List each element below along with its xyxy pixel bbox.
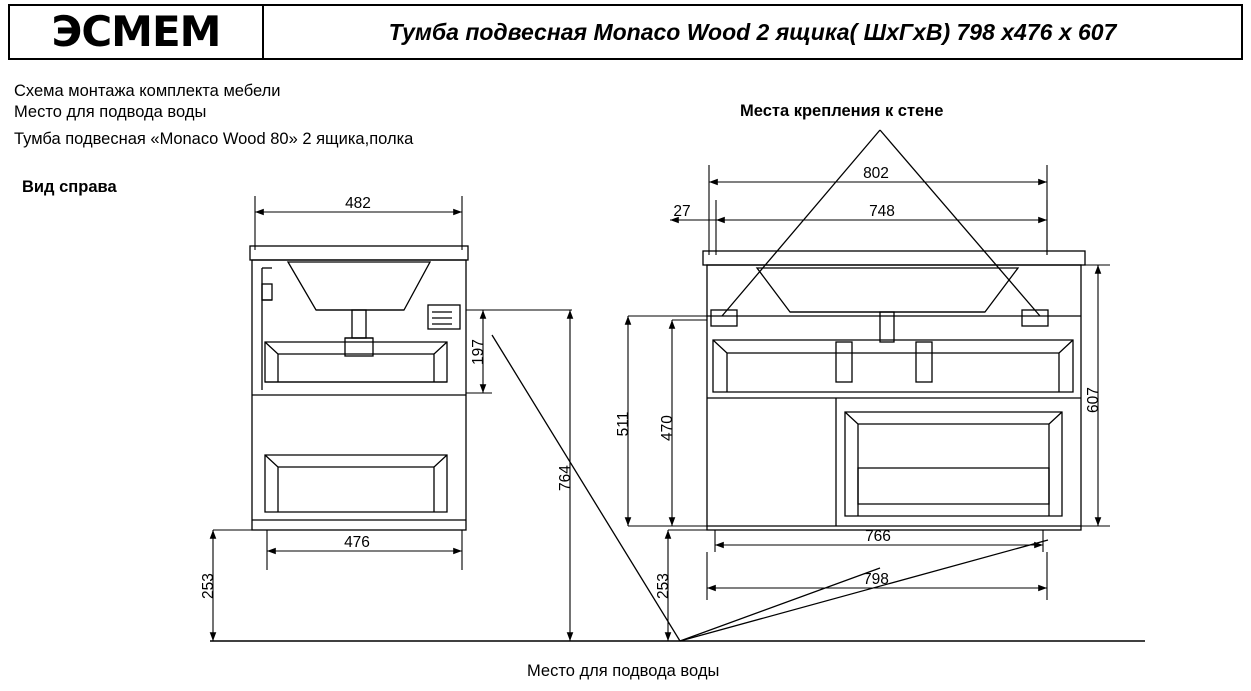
dim-left-197: 197 bbox=[470, 339, 487, 365]
side-view-label: Вид справа bbox=[22, 178, 117, 196]
dim-right-470: 470 bbox=[659, 415, 676, 441]
dim-left-764: 764 bbox=[557, 465, 574, 491]
page-title: Тумба подвесная Monaco Wood 2 ящика( ШхГхВ) 798 х476 х 607 bbox=[388, 18, 1117, 45]
brand-logo: ЭСMEM bbox=[51, 7, 221, 56]
dim-left-476: 476 bbox=[344, 534, 370, 551]
dim-right-798: 798 bbox=[863, 571, 889, 588]
water-supply-label: Место для подвода воды bbox=[527, 662, 720, 680]
dim-right-253: 253 bbox=[655, 573, 672, 599]
dim-right-802: 802 bbox=[863, 165, 889, 182]
dim-right-607: 607 bbox=[1085, 387, 1102, 413]
dim-left-482: 482 bbox=[345, 195, 371, 212]
dim-right-766: 766 bbox=[865, 528, 891, 545]
dim-left-253: 253 bbox=[200, 573, 217, 599]
note-line-3: Тумба подвесная «Monaco Wood 80» 2 ящика,полка bbox=[14, 130, 414, 148]
note-line-2: Место для подвода воды bbox=[14, 103, 207, 121]
dim-right-27: 27 bbox=[673, 203, 691, 220]
note-line-1: Схема монтажа комплекта мебели bbox=[14, 82, 281, 100]
dim-right-511: 511 bbox=[615, 411, 632, 437]
wall-mounts-label: Места крепления к стене bbox=[740, 102, 944, 120]
dim-right-748: 748 bbox=[869, 203, 895, 220]
